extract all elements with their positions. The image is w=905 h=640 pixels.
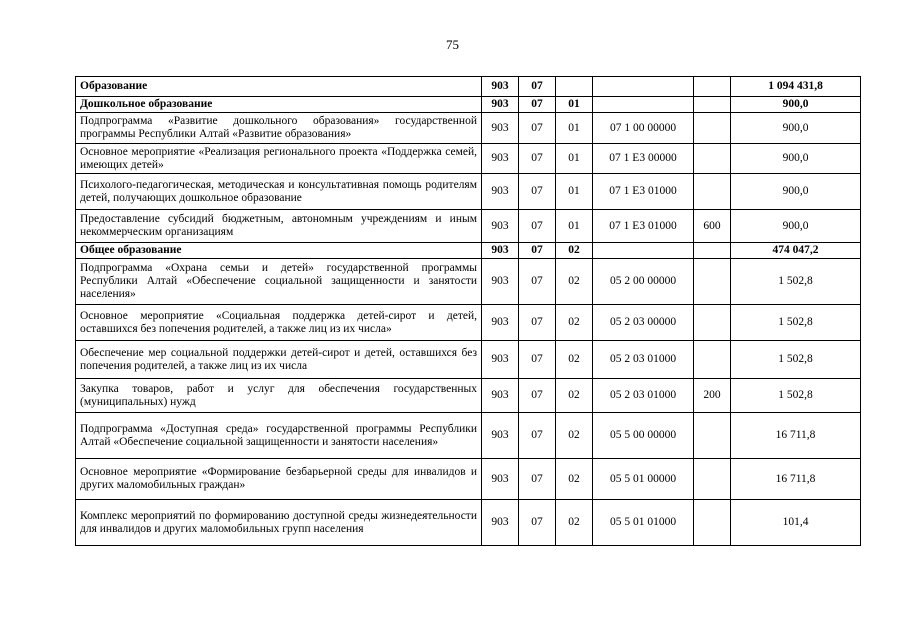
grbs-code-cell: 903 [482,459,519,500]
grbs-code-cell: 903 [482,210,519,243]
target-article-cell: 05 5 01 00000 [593,459,694,500]
item-name-cell: Комплекс мероприятий по формированию доступной среды жизнедеятельности для инвалидов и других маломобильных групп населения [76,500,482,546]
budget-table [75,76,861,546]
target-article-cell: 05 5 01 01000 [593,500,694,546]
section-code-cell: 07 [519,379,556,413]
table-row [76,243,861,259]
table-row [76,210,861,243]
section-code-cell: 07 [519,174,556,210]
section-code-cell: 07 [519,113,556,144]
expense-type-cell: 600 [694,210,731,243]
item-name-cell: Подпрограмма «Доступная среда» государственной программы Республики Алтай «Обеспечение социальной защищенности и занятости населения» [76,413,482,459]
page-number: 75 [446,37,459,52]
amount-cell: 900,0 [731,210,861,243]
table-row [76,97,861,113]
amount-cell: 1 502,8 [731,305,861,341]
amount-cell: 1 502,8 [731,379,861,413]
subsection-code-cell: 01 [556,97,593,113]
amount-cell: 101,4 [731,500,861,546]
item-name-cell: Психолого-педагогическая, методическая и консультативная помощь родителям детей, получающих дошкольное образование [76,174,482,210]
grbs-code-cell: 903 [482,500,519,546]
item-name-cell: Основное мероприятие «Формирование безбарьерной среды для инвалидов и других маломобильных граждан» [76,459,482,500]
target-article-cell [593,97,694,113]
grbs-code-cell: 903 [482,341,519,379]
expense-type-cell: 200 [694,379,731,413]
target-article-cell: 05 2 03 01000 [593,341,694,379]
expense-type-cell [694,97,731,113]
item-name-cell: Подпрограмма «Развитие дошкольного образования» государственной программы Республики Алтай «Развитие образования» [76,113,482,144]
grbs-code-cell: 903 [482,305,519,341]
target-article-cell [593,77,694,97]
subsection-code-cell: 02 [556,305,593,341]
item-name-cell: Образование [76,77,482,97]
amount-cell: 16 711,8 [731,459,861,500]
amount-cell: 900,0 [731,113,861,144]
grbs-code-cell: 903 [482,113,519,144]
section-code-cell: 07 [519,413,556,459]
expense-type-cell [694,459,731,500]
table-row [76,413,861,459]
item-name-cell: Основное мероприятие «Социальная поддержка детей-сирот и детей, оставшихся без попечения родителей, а также лиц из их числа» [76,305,482,341]
section-code-cell: 07 [519,459,556,500]
subsection-code-cell: 01 [556,174,593,210]
table-row [76,341,861,379]
table-row [76,259,861,305]
item-name-cell: Подпрограмма «Охрана семьи и детей» государственной программы Республики Алтай «Обеспечение социальной защищенности и занятости населения» [76,259,482,305]
expense-type-cell [694,113,731,144]
grbs-code-cell: 903 [482,174,519,210]
table-row [76,113,861,144]
expense-type-cell [694,259,731,305]
expense-type-cell [694,243,731,259]
subsection-code-cell: 02 [556,459,593,500]
table-row [76,144,861,174]
target-article-cell [593,243,694,259]
grbs-code-cell: 903 [482,413,519,459]
subsection-code-cell: 02 [556,379,593,413]
target-article-cell: 07 1 E3 01000 [593,210,694,243]
target-article-cell: 07 1 E3 00000 [593,144,694,174]
grbs-code-cell: 903 [482,77,519,97]
amount-cell: 1 094 431,8 [731,77,861,97]
expense-type-cell [694,144,731,174]
subsection-code-cell: 02 [556,500,593,546]
subsection-code-cell: 01 [556,210,593,243]
table-row [76,379,861,413]
expense-type-cell [694,413,731,459]
table-row [76,459,861,500]
table-row [76,77,861,97]
item-name-cell: Закупка товаров, работ и услуг для обеспечения государственных (муниципальных) нужд [76,379,482,413]
subsection-code-cell: 02 [556,243,593,259]
amount-cell: 900,0 [731,174,861,210]
grbs-code-cell: 903 [482,379,519,413]
expense-type-cell [694,174,731,210]
item-name-cell: Предоставление субсидий бюджетным, автономным учреждениям и иным некоммерческим организациям [76,210,482,243]
grbs-code-cell: 903 [482,259,519,305]
grbs-code-cell: 903 [482,243,519,259]
amount-cell: 1 502,8 [731,259,861,305]
amount-cell: 16 711,8 [731,413,861,459]
expense-type-cell [694,500,731,546]
expense-type-cell [694,77,731,97]
subsection-code-cell: 01 [556,113,593,144]
grbs-code-cell: 903 [482,144,519,174]
table-row [76,500,861,546]
subsection-code-cell: 02 [556,259,593,305]
target-article-cell: 07 1 E3 01000 [593,174,694,210]
subsection-code-cell: 02 [556,413,593,459]
target-article-cell: 05 2 03 01000 [593,379,694,413]
table-row [76,174,861,210]
target-article-cell: 05 2 00 00000 [593,259,694,305]
amount-cell: 900,0 [731,144,861,174]
item-name-cell: Общее образование [76,243,482,259]
section-code-cell: 07 [519,259,556,305]
target-article-cell: 05 5 00 00000 [593,413,694,459]
item-name-cell: Дошкольное образование [76,97,482,113]
item-name-cell: Обеспечение мер социальной поддержки детей-сирот и детей, оставшихся без попечения родителей, а также лиц из их числа [76,341,482,379]
item-name-cell: Основное мероприятие «Реализация регионального проекта «Поддержка семей, имеющих детей» [76,144,482,174]
section-code-cell: 07 [519,144,556,174]
section-code-cell: 07 [519,500,556,546]
section-code-cell: 07 [519,305,556,341]
amount-cell: 1 502,8 [731,341,861,379]
target-article-cell: 07 1 00 00000 [593,113,694,144]
table-row [76,305,861,341]
section-code-cell: 07 [519,210,556,243]
section-code-cell: 07 [519,77,556,97]
expense-type-cell [694,341,731,379]
section-code-cell: 07 [519,97,556,113]
grbs-code-cell: 903 [482,97,519,113]
expense-type-cell [694,305,731,341]
section-code-cell: 07 [519,341,556,379]
subsection-code-cell [556,77,593,97]
subsection-code-cell: 02 [556,341,593,379]
amount-cell: 900,0 [731,97,861,113]
section-code-cell: 07 [519,243,556,259]
amount-cell: 474 047,2 [731,243,861,259]
subsection-code-cell: 01 [556,144,593,174]
target-article-cell: 05 2 03 00000 [593,305,694,341]
